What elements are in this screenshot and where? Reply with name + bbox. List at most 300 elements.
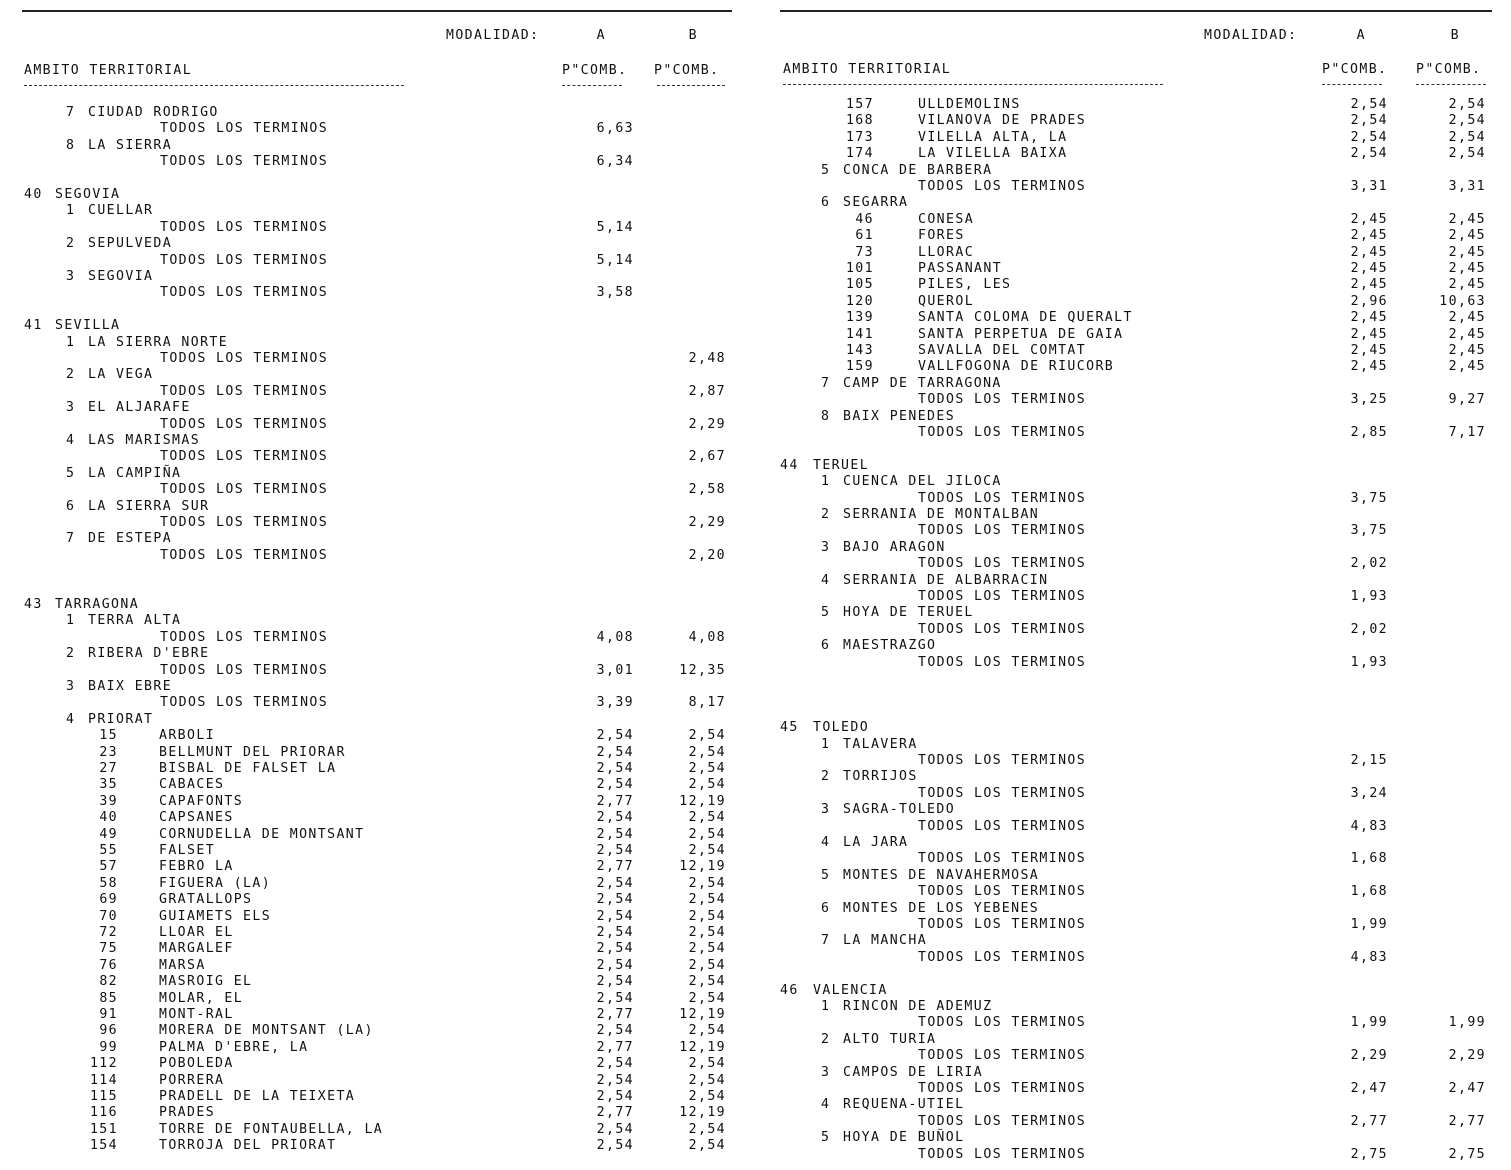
todos-terminos-label: TODOS LOS TERMINOS [160, 252, 329, 268]
municipio-row [780, 294, 1492, 310]
province-name: TARRAGONA [55, 597, 140, 612]
value-b: 2,54 [688, 826, 726, 842]
municipio-name: PORRERA [159, 1072, 225, 1088]
todos-terminos-label: TODOS LOS TERMINOS [160, 121, 329, 137]
comarca-name: HOYA DE TERUEL [843, 605, 974, 621]
municipio-row [22, 991, 732, 1007]
pcomb-a-underline [1322, 84, 1382, 85]
municipio-name: LA VILELLA BAIXA [918, 146, 1068, 162]
todos-terminos-label: TODOS LOS TERMINOS [918, 490, 1087, 506]
value-a: 2,29 [1350, 1048, 1388, 1064]
comarca-heading [22, 499, 732, 515]
todos-terminos-row [780, 753, 1492, 769]
value-b: 12,19 [679, 1105, 726, 1121]
todos-terminos-row [780, 1048, 1492, 1064]
value-a: 2,77 [596, 859, 634, 875]
value-a: 2,54 [596, 1089, 634, 1104]
comarca-code: 3 [66, 679, 76, 694]
todos-terminos-label: TODOS LOS TERMINOS [160, 449, 329, 465]
comarca-heading [22, 236, 732, 252]
comarca-name: SERRANIA DE ALBARRACIN [843, 572, 1049, 588]
municipio-code: 112 [89, 1056, 118, 1072]
value-a: 2,77 [596, 1039, 634, 1055]
municipio-code: 120 [845, 293, 874, 309]
province-heading [22, 187, 732, 203]
value-a: 2,54 [596, 728, 634, 744]
value-a: 1,99 [1350, 1015, 1388, 1031]
comarca-heading [780, 737, 1492, 753]
municipio-row [780, 97, 1492, 113]
todos-terminos-label: TODOS LOS TERMINOS [160, 351, 329, 366]
value-a: 2,77 [596, 1007, 634, 1022]
todos-terminos-row [22, 285, 732, 301]
comarca-name: REQUENA-UTIEL [843, 1097, 965, 1113]
comarca-code: 4 [821, 572, 831, 588]
comarca-code: 3 [821, 802, 831, 818]
value-a: 3,75 [1350, 490, 1388, 506]
municipio-code: 157 [845, 97, 874, 112]
pcomb-b-underline [657, 85, 725, 86]
municipio-code: 35 [99, 777, 118, 793]
municipio-name: GRATALLOPS [159, 892, 253, 908]
municipio-name: LLOAR EL [159, 925, 234, 940]
municipio-row [780, 359, 1492, 375]
comarca-name: LAS MARISMAS [88, 433, 201, 448]
comarca-code: 3 [66, 269, 76, 284]
value-a: 1,99 [1350, 917, 1388, 932]
value-a: 3,24 [1350, 785, 1388, 801]
todos-terminos-label: TODOS LOS TERMINOS [918, 753, 1087, 768]
value-b: 7,17 [1448, 425, 1486, 440]
value-b: 2,54 [1448, 97, 1486, 112]
comarca-code: 4 [821, 1097, 831, 1113]
comarca-name: ALTO TURIA [843, 1031, 937, 1047]
modalidad-label: MODALIDAD: [1204, 28, 1298, 43]
comarca-name: SAGRA-TOLEDO [843, 802, 956, 818]
todos-terminos-label: TODOS LOS TERMINOS [160, 662, 329, 678]
province-code: 44 [780, 457, 799, 473]
todos-terminos-row [22, 253, 732, 269]
municipio-name: MASROIG EL [159, 974, 253, 990]
value-a: 2,54 [1350, 129, 1388, 145]
value-b: 2,45 [1448, 244, 1486, 260]
municipio-row [780, 327, 1492, 343]
province-heading [780, 983, 1492, 999]
municipio-code: 173 [845, 129, 874, 145]
comarca-name: HOYA DE BUÑOL [843, 1130, 965, 1146]
province-heading [780, 458, 1492, 474]
value-b: 1,99 [1448, 1015, 1486, 1031]
value-a: 2,47 [1350, 1081, 1388, 1096]
comarca-heading [780, 1097, 1492, 1113]
value-b: 2,54 [688, 875, 726, 891]
todos-terminos-label: TODOS LOS TERMINOS [160, 219, 329, 235]
value-a: 2,54 [1350, 146, 1388, 162]
value-a: 3,75 [1350, 523, 1388, 539]
value-b: 2,54 [688, 1138, 726, 1154]
todos-terminos-row [22, 417, 732, 433]
municipio-row [780, 228, 1492, 244]
value-a: 5,14 [596, 219, 634, 235]
municipio-row [22, 1105, 732, 1121]
municipio-row [22, 941, 732, 957]
comarca-code: 6 [821, 900, 831, 916]
municipio-row [22, 761, 732, 777]
municipio-code: 168 [845, 113, 874, 129]
value-a: 2,45 [1350, 261, 1388, 276]
municipio-row [780, 277, 1492, 293]
todos-terminos-label: TODOS LOS TERMINOS [160, 416, 329, 432]
todos-terminos-row [780, 1081, 1492, 1097]
municipio-name: PASSANANT [918, 261, 1003, 276]
province-name: SEGOVIA [55, 187, 121, 202]
comarca-name: CUENCA DEL JILOCA [843, 474, 1002, 490]
comarca-heading [780, 195, 1492, 211]
pcomb-b-header: P"COMB. [1416, 62, 1482, 77]
value-a: 2,54 [596, 843, 634, 858]
comarca-heading [780, 163, 1492, 179]
municipio-code: 15 [99, 728, 118, 744]
comarca-code: 7 [821, 933, 831, 949]
municipio-code: 105 [845, 277, 874, 293]
value-b: 2,54 [688, 957, 726, 973]
municipio-name: VILELLA ALTA, LA [918, 129, 1068, 145]
province-heading [780, 720, 1492, 736]
comarca-heading [22, 105, 732, 121]
pcomb-b-header: P"COMB. [654, 63, 720, 78]
municipio-name: BELLMUNT DEL PRIORAR [159, 744, 346, 760]
municipio-code: 76 [99, 957, 118, 973]
comarca-heading [22, 269, 732, 285]
value-a: 2,02 [1350, 556, 1388, 572]
municipio-code: 49 [99, 826, 118, 842]
comarca-name: LA CAMPIÑA [88, 465, 182, 481]
comarca-code: 6 [821, 638, 831, 654]
comarca-name: TERRA ALTA [88, 613, 182, 629]
comarca-code: 5 [821, 605, 831, 621]
comarca-heading [22, 400, 732, 416]
value-a: 2,45 [1350, 228, 1388, 244]
comarca-name: CAMP DE TARRAGONA [843, 375, 1002, 391]
municipio-code: 55 [99, 843, 118, 858]
municipio-row [22, 810, 732, 826]
todos-terminos-row [780, 786, 1492, 802]
value-a: 2,45 [1350, 310, 1388, 326]
value-b: 2,54 [688, 810, 726, 826]
municipio-row [22, 892, 732, 908]
municipio-row [22, 909, 732, 925]
todos-terminos-label: TODOS LOS TERMINOS [918, 917, 1087, 932]
todos-terminos-row [22, 548, 732, 564]
comarca-code: 2 [821, 507, 831, 522]
todos-terminos-row [780, 589, 1492, 605]
municipio-name: CAPAFONTS [159, 793, 244, 809]
todos-terminos-row [22, 449, 732, 465]
todos-terminos-label: TODOS LOS TERMINOS [918, 1015, 1087, 1031]
comarca-code: 1 [821, 474, 831, 490]
value-b: 9,27 [1448, 392, 1486, 408]
province-name: SEVILLA [55, 318, 121, 334]
value-b: 2,20 [688, 547, 726, 563]
province-name: VALENCIA [813, 982, 888, 998]
todos-terminos-row [780, 179, 1492, 195]
value-b: 2,54 [688, 1056, 726, 1072]
value-a: 2,54 [596, 826, 634, 842]
province-code: 40 [24, 187, 43, 202]
comarca-name: LA SIERRA SUR [88, 498, 210, 514]
value-a: 2,54 [596, 990, 634, 1006]
value-b: 2,54 [1448, 129, 1486, 145]
pcomb-a-underline [562, 85, 622, 86]
value-b: 2,54 [688, 892, 726, 908]
value-b: 2,54 [688, 990, 726, 1006]
comarca-heading [780, 835, 1492, 851]
value-a: 1,68 [1350, 884, 1388, 900]
value-a: 2,45 [1350, 326, 1388, 342]
municipio-code: 82 [99, 974, 118, 990]
todos-terminos-label: TODOS LOS TERMINOS [160, 629, 329, 645]
municipio-row [780, 310, 1492, 326]
municipio-code: 151 [89, 1121, 118, 1137]
comarca-code: 8 [66, 137, 76, 153]
comarca-name: LA MANCHA [843, 933, 928, 949]
todos-terminos-row [780, 884, 1492, 900]
comarca-name: CUELLAR [88, 203, 154, 219]
value-a: 3,01 [596, 662, 634, 678]
municipio-code: 115 [89, 1089, 118, 1104]
comarca-name: RIBERA D'EBRE [88, 646, 210, 662]
value-a: 2,54 [596, 1056, 634, 1072]
value-a: 2,54 [596, 777, 634, 793]
todos-terminos-label: TODOS LOS TERMINOS [918, 818, 1087, 834]
value-a: 2,45 [1350, 244, 1388, 260]
ambito-label: AMBITO TERRITORIAL [783, 62, 952, 77]
comarca-heading [22, 679, 732, 695]
value-b: 2,54 [688, 925, 726, 940]
value-a: 2,54 [596, 1072, 634, 1088]
comarca-code: 3 [66, 400, 76, 416]
todos-terminos-label: TODOS LOS TERMINOS [160, 383, 329, 399]
todos-terminos-row [780, 556, 1492, 572]
right-column [780, 0, 1492, 1170]
value-a: 2,45 [1350, 359, 1388, 375]
todos-terminos-label: TODOS LOS TERMINOS [918, 425, 1087, 440]
comarca-heading [22, 712, 732, 728]
todos-terminos-row [780, 917, 1492, 933]
todos-terminos-row [22, 154, 732, 170]
municipio-row [22, 876, 732, 892]
municipio-code: 99 [99, 1039, 118, 1055]
value-a: 2,15 [1350, 753, 1388, 768]
value-b: 2,54 [688, 843, 726, 858]
comarca-code: 2 [66, 236, 76, 252]
municipio-row [780, 261, 1492, 277]
municipio-code: 40 [99, 810, 118, 826]
municipio-code: 154 [89, 1138, 118, 1154]
comarca-name: BAJO ARAGON [843, 539, 946, 555]
pcomb-b-underline [1416, 84, 1486, 85]
col-b-header: B [1450, 28, 1460, 43]
comarca-heading [780, 1065, 1492, 1081]
comarca-heading [780, 901, 1492, 917]
comarca-code: 7 [66, 105, 76, 120]
municipio-row [780, 343, 1492, 359]
todos-terminos-row [780, 851, 1492, 867]
todos-terminos-label: TODOS LOS TERMINOS [918, 179, 1087, 194]
value-b: 2,54 [688, 941, 726, 957]
comarca-code: 4 [66, 433, 76, 448]
col-a-header: A [1356, 28, 1366, 43]
value-b: 2,54 [688, 1121, 726, 1137]
todos-terminos-row [780, 950, 1492, 966]
value-a: 2,77 [1350, 1113, 1388, 1129]
municipio-name: TORROJA DEL PRIORAT [159, 1138, 337, 1154]
value-a: 2,54 [596, 1138, 634, 1154]
value-b: 2,29 [688, 515, 726, 530]
province-code: 46 [780, 982, 799, 998]
value-a: 1,93 [1350, 654, 1388, 670]
left-column [22, 0, 732, 1170]
municipio-row [22, 1138, 732, 1154]
value-b: 2,58 [688, 482, 726, 498]
province-name: TOLEDO [813, 720, 870, 736]
value-a: 2,54 [596, 892, 634, 908]
municipio-row [22, 728, 732, 744]
municipio-name: SANTA PERPETUA DE GAIA [918, 326, 1124, 342]
todos-terminos-row [22, 515, 732, 531]
comarca-heading [22, 138, 732, 154]
comarca-heading [22, 335, 732, 351]
todos-terminos-label: TODOS LOS TERMINOS [918, 884, 1087, 900]
comarca-heading [780, 638, 1492, 654]
comarca-code: 4 [821, 835, 831, 850]
comarca-heading [780, 573, 1492, 589]
value-b: 2,54 [688, 1089, 726, 1104]
value-b: 2,54 [688, 761, 726, 776]
todos-terminos-row [780, 392, 1492, 408]
comarca-code: 1 [66, 334, 76, 350]
value-a: 4,83 [1350, 818, 1388, 834]
value-a: 3,31 [1350, 179, 1388, 194]
municipio-name: CONESA [918, 211, 975, 227]
todos-terminos-row [780, 491, 1492, 507]
municipio-name: MORERA DE MONTSANT (LA) [159, 1023, 374, 1039]
value-b: 2,45 [1448, 359, 1486, 375]
municipio-code: 174 [845, 146, 874, 162]
comarca-name: BAIX EBRE [88, 679, 173, 694]
municipio-code: 70 [99, 908, 118, 924]
todos-terminos-row [780, 622, 1492, 638]
municipio-code: 69 [99, 892, 118, 908]
comarca-heading [22, 646, 732, 662]
municipio-row [22, 827, 732, 843]
value-a: 6,34 [596, 154, 634, 170]
todos-terminos-label: TODOS LOS TERMINOS [918, 621, 1087, 637]
value-a: 1,68 [1350, 851, 1388, 867]
municipio-row [22, 794, 732, 810]
todos-terminos-label: TODOS LOS TERMINOS [160, 547, 329, 563]
comarca-code: 6 [66, 498, 76, 514]
value-a: 2,77 [596, 1105, 634, 1121]
value-b: 2,54 [688, 744, 726, 760]
todos-terminos-label: TODOS LOS TERMINOS [918, 589, 1087, 604]
municipio-code: 114 [89, 1072, 118, 1088]
province-heading [22, 318, 732, 334]
municipio-code: 58 [99, 875, 118, 891]
municipio-row [22, 958, 732, 974]
todos-terminos-label: TODOS LOS TERMINOS [160, 695, 329, 711]
value-b: 2,48 [688, 351, 726, 366]
municipio-name: VILANOVA DE PRADES [918, 113, 1087, 129]
value-a: 2,75 [1350, 1146, 1388, 1162]
municipio-row [22, 1089, 732, 1105]
value-b: 2,45 [1448, 343, 1486, 358]
pcomb-a-header: P"COMB. [1322, 62, 1388, 77]
value-b: 2,47 [1448, 1081, 1486, 1096]
municipio-code: 61 [855, 228, 874, 244]
municipio-name: PRADES [159, 1105, 216, 1121]
todos-terminos-label: TODOS LOS TERMINOS [918, 556, 1087, 572]
municipio-row [22, 859, 732, 875]
todos-terminos-row [780, 655, 1492, 671]
comarca-name: DE ESTEPA [88, 531, 173, 547]
comarca-code: 4 [66, 711, 76, 727]
municipio-name: PALMA D'EBRE, LA [159, 1039, 309, 1055]
municipio-name: MONT-RAL [159, 1007, 234, 1022]
value-b: 10,63 [1439, 293, 1486, 309]
municipio-code: 23 [99, 744, 118, 760]
municipio-name: PILES, LES [918, 277, 1012, 293]
comarca-name: LA SIERRA [88, 137, 173, 153]
col-b-header: B [688, 28, 698, 43]
value-a: 3,25 [1350, 392, 1388, 408]
municipio-name: SAVALLA DEL COMTAT [918, 343, 1087, 358]
value-b: 2,54 [688, 1072, 726, 1088]
municipio-row [22, 1007, 732, 1023]
value-a: 5,14 [596, 252, 634, 268]
municipio-code: 101 [845, 261, 874, 276]
comarca-code: 2 [821, 1031, 831, 1047]
municipio-name: VALLFOGONA DE RIUCORB [918, 359, 1115, 375]
value-a: 4,83 [1350, 949, 1388, 965]
comarca-heading [780, 507, 1492, 523]
value-a: 2,45 [1350, 277, 1388, 293]
value-b: 12,19 [679, 1007, 726, 1022]
value-b: 3,31 [1448, 179, 1486, 194]
pcomb-a-header: P"COMB. [562, 63, 628, 78]
top-rule [780, 10, 1492, 12]
municipio-name: FORES [918, 228, 965, 244]
municipio-row [22, 1073, 732, 1089]
comarca-heading [780, 933, 1492, 949]
municipio-row [22, 745, 732, 761]
comarca-heading [780, 769, 1492, 785]
todos-terminos-label: TODOS LOS TERMINOS [918, 654, 1087, 670]
ambito-label: AMBITO TERRITORIAL [24, 63, 193, 78]
value-a: 2,54 [1350, 113, 1388, 129]
value-b: 2,87 [688, 383, 726, 399]
value-a: 2,54 [596, 974, 634, 990]
todos-terminos-label: TODOS LOS TERMINOS [918, 1146, 1087, 1162]
municipio-row [22, 777, 732, 793]
comarca-heading [780, 999, 1492, 1015]
value-b: 2,29 [688, 416, 726, 432]
value-b: 12,35 [679, 662, 726, 678]
comarca-code: 1 [66, 613, 76, 629]
municipio-name: ULLDEMOLINS [918, 97, 1021, 112]
municipio-name: SANTA COLOMA DE QUERALT [918, 310, 1133, 326]
comarca-name: EL ALJARAFE [88, 400, 191, 416]
